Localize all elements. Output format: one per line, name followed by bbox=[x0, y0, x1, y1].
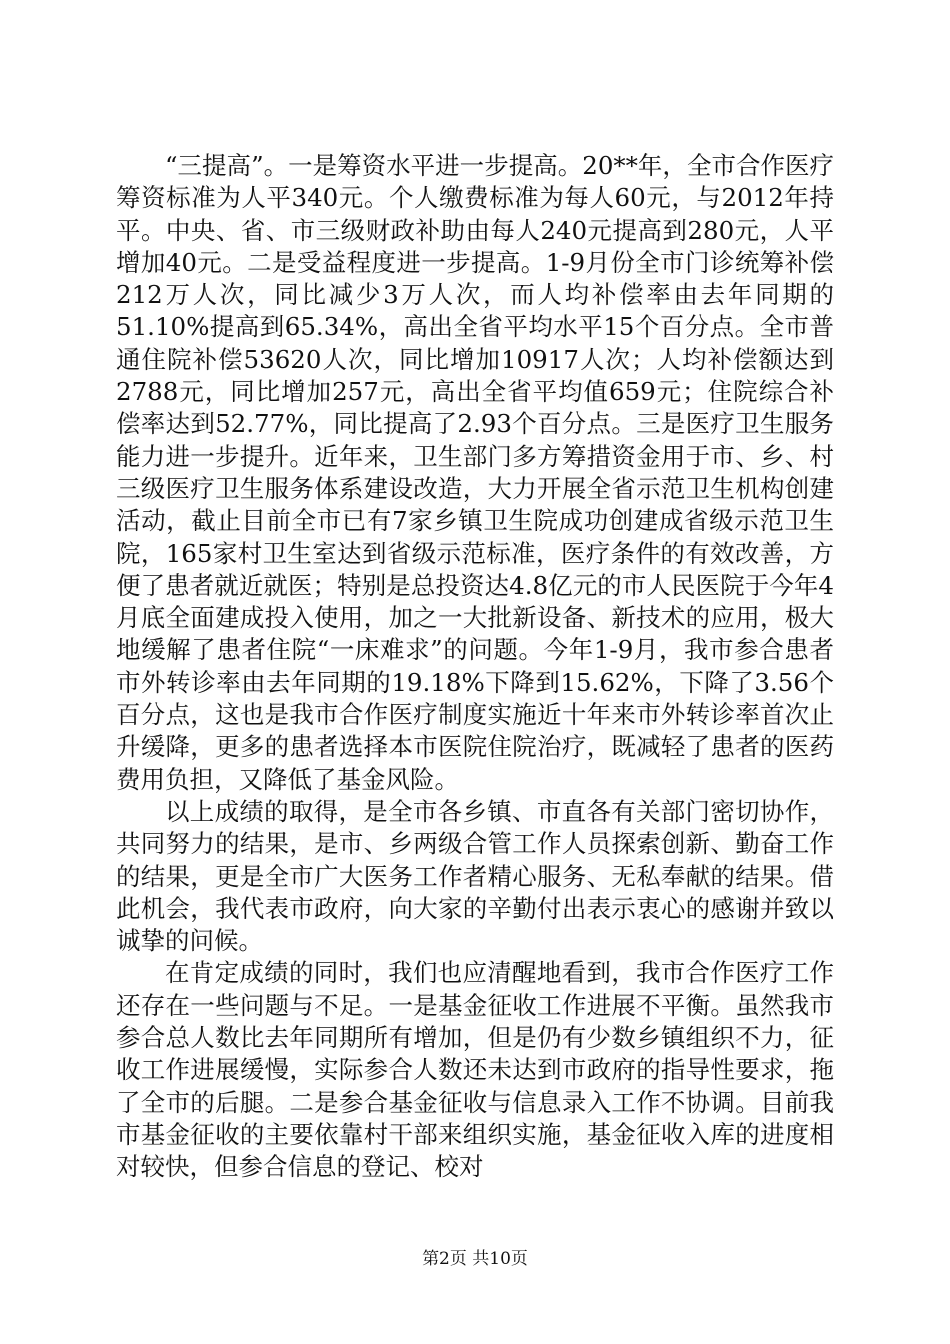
paragraph-problems: 在肯定成绩的同时，我们也应清醒地看到，我市合作医疗工作还存在一些问题与不足。一是基金征收工作进展不平衡。虽然我市参合总人数比去年同期所有增加，但是仍有少数乡镇组织不力，征收工作进展缓慢，实际参合人数还未达到市政府的指导性要求，拖了全市的后腿。二是参合基金征收与信息录入工作不协调。目前我市基金征收的主要依靠村干部来组织实施，基金征收入库的进度相对较快，但参合信息的登记、校对 bbox=[116, 958, 834, 1182]
paragraph-achievements: “三提高”。一是筹资水平进一步提高。20**年，全市合作医疗筹资标准为人平340元。个人缴费标准为每人60元，与2012年持平。中央、省、市三级财政补助由每人240元提高到280元，人平增加40元。二是受益程度进一步提高。1-9月份全市门诊统筹补偿212万人次，同比减少3万人次，而人均补偿率由去年同期的51.10%提高到65.34%，高出全省平均水平15个百分点。全市普通住院补偿53620人次，同比增加10917人次；人均补偿额达到2788元，同比增加257元，高出全省平均值659元；住院综合补偿率达到52.77%，同比提高了2.93个百分点。三是医疗卫生服务能力进一步提升。近年来，卫生部门多方筹措资金用于市、乡、村三级医疗卫生服务体系建设改造，大力开展全省示范卫生机构创建活动，截止目前全市已有7家乡镇卫生院成功创建成省级示范卫生院，165家村卫生室达到省级示范标准，医疗条件的有效改善，方便了患者就近就医；特别是总投资达4.8亿元的市人民医院于今年4月底全面建成投入使用，加之一大批新设备、新技术的应用，极大地缓解了患者住院“一床难求”的问题。今年1-9月，我市参合患者市外转诊率由去年同期的19.18%下降到15.62%，下降了3.56个百分点，这也是我市合作医疗制度实施近十年来市外转诊率首次止升缓降，更多的患者选择本市医院住院治疗，既减轻了患者的医药费用负担，又降低了基金风险。 bbox=[116, 151, 834, 794]
document-body bbox=[116, 150, 834, 1184]
paragraph-acknowledgement: 以上成绩的取得，是全市各乡镇、市直各有关部门密切协作，共同努力的结果，是市、乡两级合管工作人员探索创新、勤奋工作的结果，更是全市广大医务工作者精心服务、无私奉献的结果。借此机会，我代表市政府，向大家的辛勤付出表示衷心的感谢并致以诚挚的问候。 bbox=[116, 796, 834, 956]
page-number-footer: 第2页 共10页 bbox=[422, 1249, 528, 1269]
